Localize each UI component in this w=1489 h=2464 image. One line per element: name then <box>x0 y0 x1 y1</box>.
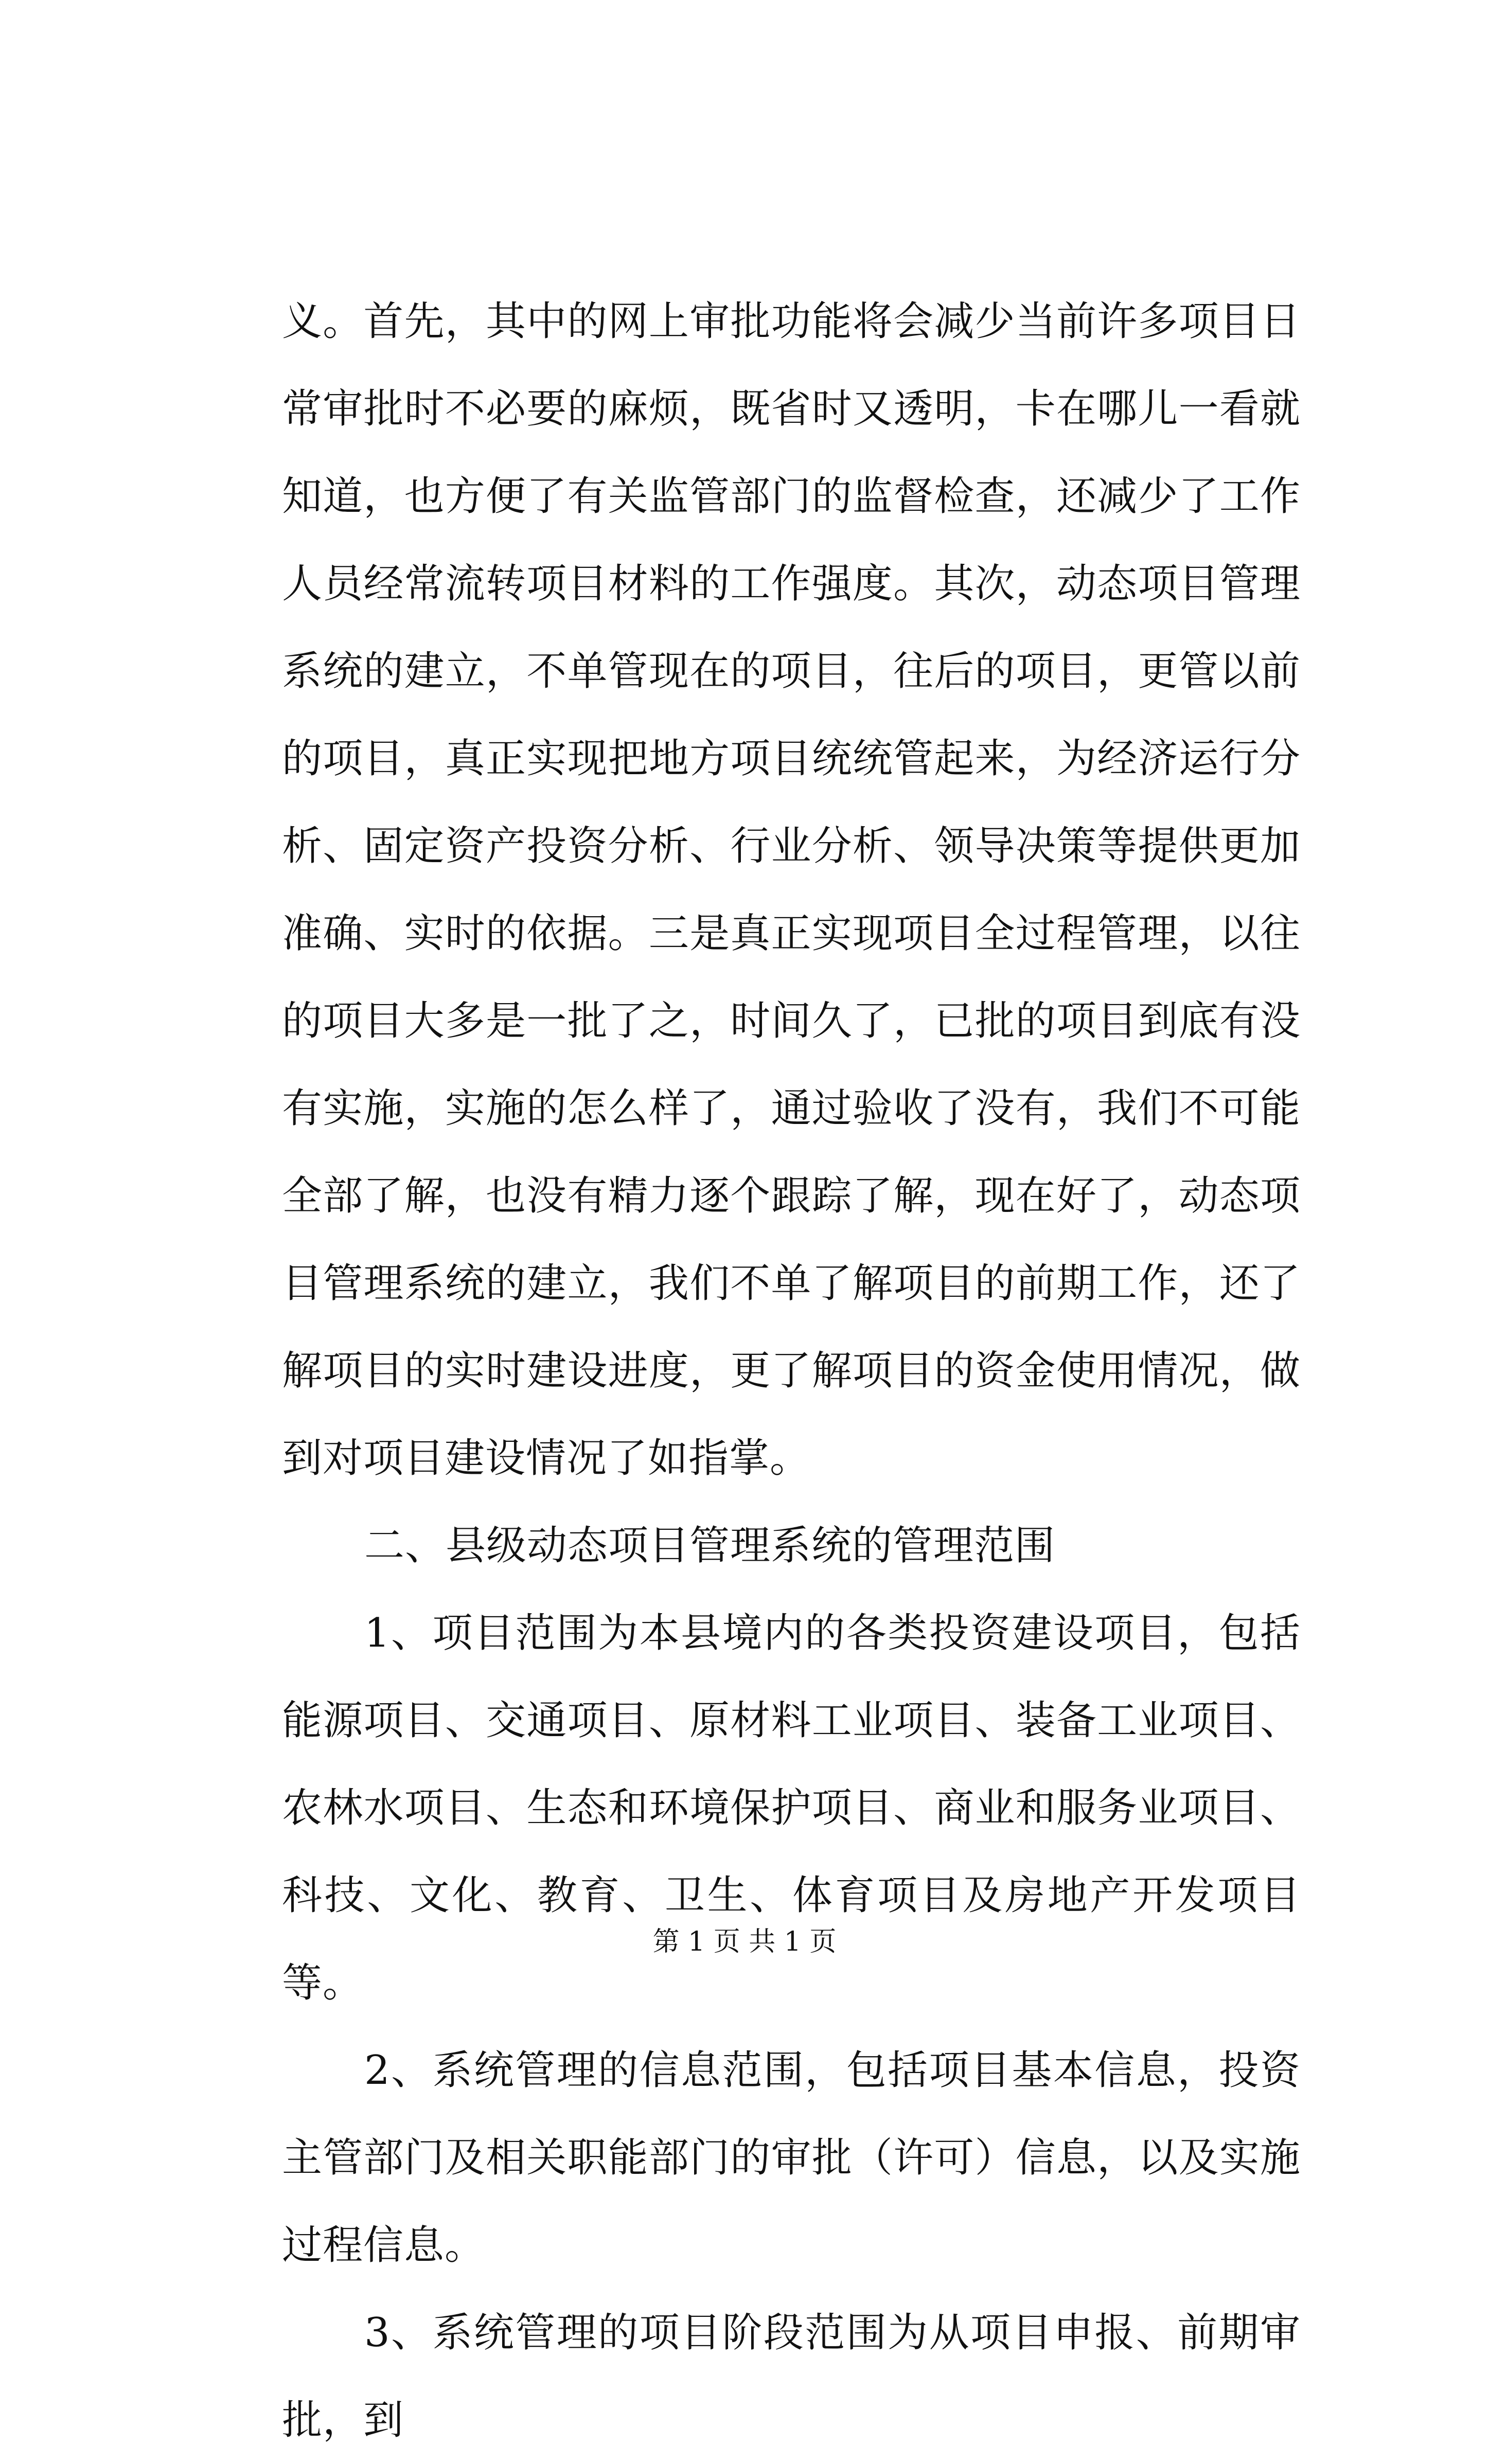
paragraph-project-scope: 1、项目范围为本县境内的各类投资建设项目，包括能源项目、交通项目、原材料工业项目、装备工业项目、农林水项目、生态和环境保护项目、商业和服务业项目、科技、文化、教育、卫生、体育项目及房地产开发项目等。 <box>282 1610 1301 2006</box>
paragraph-info-scope: 2、系统管理的信息范围，包括项目基本信息，投资主管部门及相关职能部门的审批（许可）信息，以及实施过程信息。 <box>282 2047 1301 2269</box>
document-body <box>282 278 1301 2464</box>
section-heading: 二、县级动态项目管理系统的管理范围 <box>364 1523 1056 1569</box>
page-footer: 第 1 页 共 1 页 <box>652 1926 837 1957</box>
paragraph-continuation: 义。首先，其中的网上审批功能将会减少当前许多项目日常审批时不必要的麻烦，既省时又透明，卡在哪儿一看就知道，也方便了有关监管部门的监督检查，还减少了工作人员经常流转项目材料的工作强度。其次，动态项目管理系统的建立，不单管现在的项目，往后的项目，更管以前的项目，真正实现把地方项目统统管起来，为经济运行分析、固定资产投资分析、行业分析、领导决策等提供更加准确、实时的依据。三是真正实现项目全过程管理，以往的项目大多是一批了之，时间久了，已批的项目到底有没有实施，实施的怎么样了，通过验收了没有，我们不可能全部了解，也没有精力逐个跟踪了解，现在好了，动态项目管理系统的建立，我们不单了解项目的前期工作，还了解项目的实时建设进度，更了解项目的资金使用情况，做到对项目建设情况了如指掌。 <box>282 298 1301 1481</box>
paragraph-stage-scope: 3、系统管理的项目阶段范围为从项目申报、前期审批，到 <box>282 2310 1301 2443</box>
